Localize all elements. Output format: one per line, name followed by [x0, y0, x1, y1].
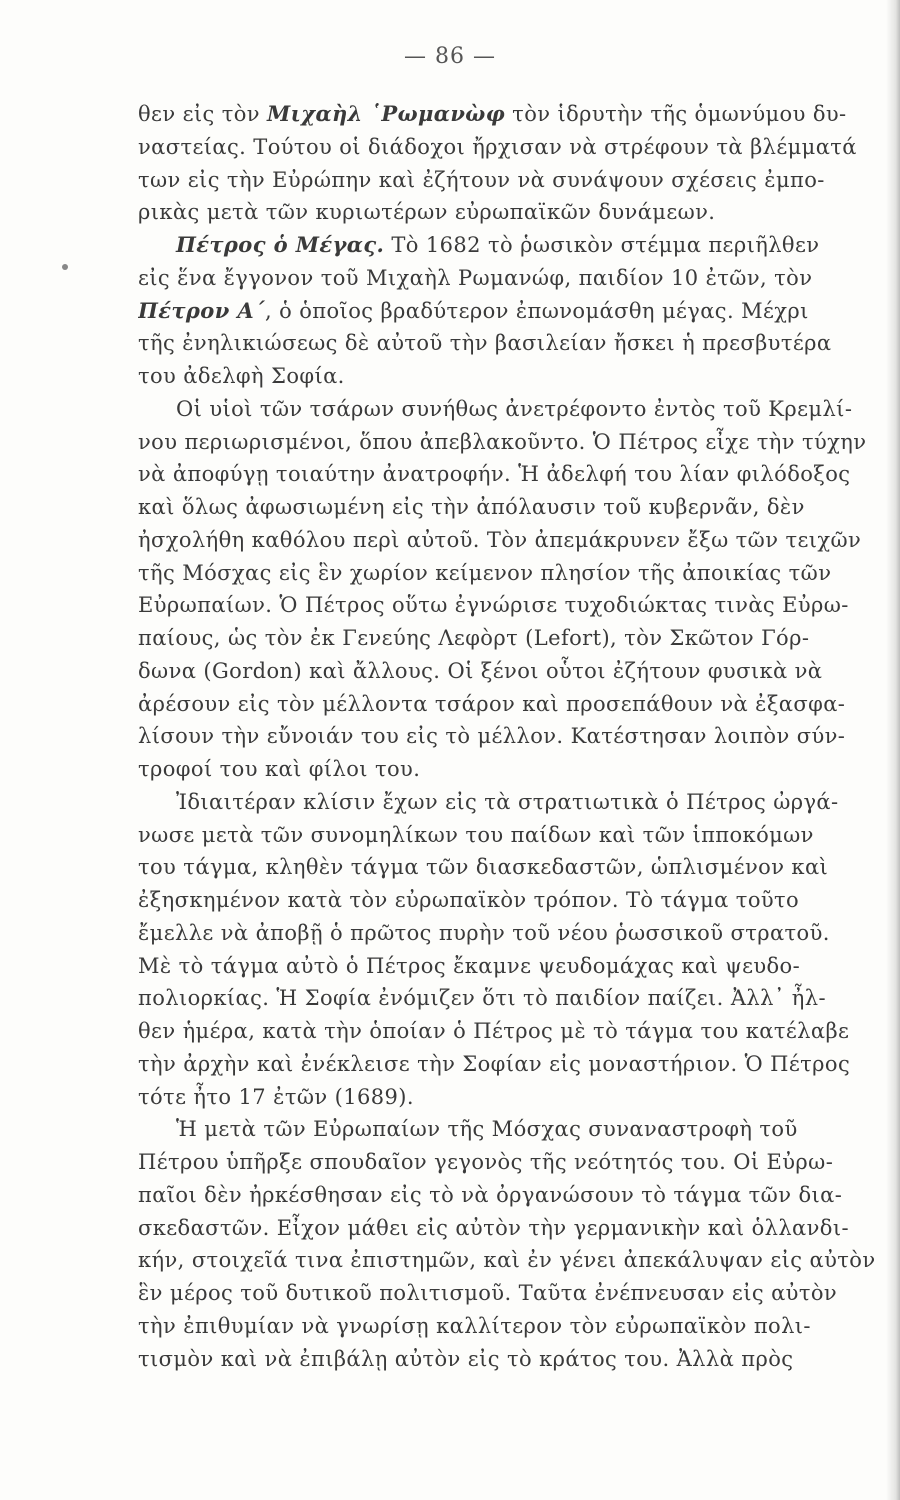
emphasized-text: Μιχαὴλ ῾Ρωμανὼφ [267, 101, 506, 126]
page-edge-shadow [886, 0, 900, 1500]
emphasized-text: Πέτρος ὁ Μέγας. [176, 232, 385, 257]
text-line [138, 753, 876, 786]
text-run: λίσουν τὴν εὔνοιάν του εἰς τὸ μέλλον. Κατέστησαν λοιπὸν σύν- [138, 724, 846, 749]
text-run: τὸν ἱδρυτὴν τῆς ὁμωνύμου δυ- [505, 102, 847, 126]
text-run: ἀρέσουν εἰς τὸν μέλλοντα τσάρον καὶ προσεπάθουν νὰ ἐξασφα- [138, 691, 846, 716]
text-run: ναστείας. Τούτου οἱ διάδοχοι ἤρχισαν νὰ στρέφουν τὰ βλέμματά [138, 134, 857, 159]
text-run: τῆς ἐνηλικιώσεως δὲ αὐτοῦ τὴν βασιλείαν ἤσκει ἡ πρεσβυτέρα [138, 331, 832, 356]
text-run: ρικὰς μετὰ τῶν κυριωτέρων εὐρωπαϊκῶν δυνάμεων. [138, 200, 716, 225]
text-run: ἠσχολήθη καθόλου περὶ αὐτοῦ. Τὸν ἀπεμάκρυνεν ἔξω τῶν τειχῶν [138, 527, 862, 552]
text-run: θεν ἡμέρα, κατὰ τὴν ὁποίαν ὁ Πέτρος μὲ τὸ τάγμα του κατέλαβε [138, 1019, 850, 1043]
text-line [138, 950, 876, 983]
text-run: νὰ ἀποφύγῃ τοιαύτην ἀνατροφήν. Ἡ ἀδελφή του λίαν φιλόδοξος [138, 462, 851, 487]
text-line [138, 491, 876, 524]
text-run: εἰς ἕνα ἔγγονον τοῦ Μιχαὴλ Ρωμανώφ, παιδίον 10 ἐτῶν, τὸν [138, 265, 813, 290]
text-run: πολιορκίας. Ἡ Σοφία ἐνόμιζεν ὅτι τὸ παιδίον παίζει. Ἀλλ᾽ ἦλ- [138, 986, 826, 1011]
text-run: τῆς Μόσχας εἰς ἓν χωρίον κείμενον πλησίον τῆς ἀποικίας τῶν [138, 560, 832, 585]
text-line [138, 360, 876, 393]
text-run: του ἀδελφὴ Σοφία. [138, 364, 345, 388]
text-line [138, 1310, 876, 1343]
text-run: παῖοι δὲν ἠρκέσθησαν εἰς τὸ νὰ ὀργανώσουν τὸ τάγμα τῶν δια- [138, 1182, 843, 1207]
text-run: Οἱ υἱοὶ τῶν τσάρων συνήθως ἀνετρέφοντο ἐντὸς τοῦ Κρεμλί- [176, 396, 853, 421]
text-line [138, 458, 876, 491]
text-run: ἔμελλε νὰ ἀποβῇ ὁ πρῶτος πυρὴν τοῦ νέου ῥωσσικοῦ στρατοῦ. [138, 920, 830, 945]
text-line [138, 295, 876, 328]
text-line [138, 196, 876, 229]
text-line [138, 1015, 876, 1048]
text-line [138, 327, 876, 360]
text-run: Πέτρου ὑπῆρξε σπουδαῖον γεγονὸς τῆς νεότητός του. Οἱ Εὐρω- [138, 1150, 834, 1174]
text-run: νου περιωρισμένοι, ὅπου ἀπεβλακοῦντο. Ὁ Πέτρος εἶχε τὴν τύχην [138, 429, 867, 454]
text-run: παίους, ὡς τὸν ἐκ Γενεύης Λεφὸρτ (Lefort), τὸν Σκῶτον Γόρ- [138, 626, 810, 650]
text-run: τὴν ἐπιθυμίαν νὰ γνωρίσῃ καλλίτερον τὸν εὐρωπαϊκὸν πολι- [138, 1313, 811, 1338]
text-line [138, 262, 876, 295]
text-run: τροφοί του καὶ φίλοι του. [138, 757, 421, 781]
text-line [138, 1244, 876, 1277]
text-line [138, 164, 876, 197]
text-run: κήν, στοιχεῖά τινα ἐπιστημῶν, καὶ ἐν γένει ἀπεκάλυψαν εἰς αὐτὸν [138, 1248, 876, 1273]
text-line [138, 557, 876, 590]
text-line [138, 622, 876, 655]
text-run: τὴν ἀρχὴν καὶ ἐνέκλεισε τὴν Σοφίαν εἰς μοναστήριον. Ὁ Πέτρος [138, 1051, 851, 1076]
text-run: ἓν μέρος τοῦ δυτικοῦ πολιτισμοῦ. Ταῦτα ἐνέπνευσαν εἰς αὐτὸν [138, 1281, 838, 1305]
text-line [138, 98, 876, 131]
page-number: — 86 — [404, 44, 496, 69]
text-run: τότε ἦτο 17 ἐτῶν (1689). [138, 1084, 414, 1109]
text-line [138, 1212, 876, 1245]
text-line [138, 393, 876, 426]
text-run: του τάγμα, κληθὲν τάγμα τῶν διασκεδαστῶν, ὡπλισμένον καὶ [138, 855, 829, 880]
text-run: δωνα (Gordon) καὶ ἄλλους. Οἱ ξένοι οὗτοι ἐζήτουν φυσικὰ νὰ [138, 658, 823, 683]
text-run: ἐξησκημένον κατὰ τὸν εὐρωπαϊκὸν τρόπον. Τὸ τάγμα τοῦτο [138, 888, 800, 912]
emphasized-text: Πέτρον Α΄ [138, 297, 265, 323]
text-run: νωσε μετὰ τῶν συνομηλίκων του παίδων καὶ τῶν ἱπποκόμων [138, 822, 814, 847]
text-run: τισμὸν καὶ νὰ ἐπιβάλῃ αὐτὸν εἰς τὸ κράτος του. Ἀλλὰ πρὸς [138, 1346, 794, 1371]
text-run: , ὁ ὁποῖος βραδύτερον ἐπωνομάσθη μέγας. Μέχρι [265, 298, 809, 323]
text-line [138, 851, 876, 884]
text-line [138, 688, 876, 721]
text-line [138, 819, 876, 852]
text-line [138, 982, 876, 1015]
text-line [138, 1146, 876, 1179]
text-line [138, 1081, 876, 1114]
text-run: των εἰς τὴν Εὐρώπην καὶ ἐζήτουν νὰ συνάψουν σχέσεις ἐμπο- [138, 167, 825, 192]
text-line [138, 655, 876, 688]
text-run: Ἡ μετὰ τῶν Εὐρωπαίων τῆς Μόσχας συναναστροφὴ τοῦ [176, 1117, 798, 1142]
text-line [138, 131, 876, 164]
text-line [138, 786, 876, 819]
body-text [138, 98, 876, 1375]
text-line [138, 1048, 876, 1081]
text-run: Τὸ 1682 τὸ ῥωσικὸν στέμμα περιῆλθεν [384, 233, 820, 257]
text-run: Ἰδιαιτέραν κλίσιν ἔχων εἰς τὰ στρατιωτικὰ ὁ Πέτρος ὠργά- [176, 789, 839, 814]
text-line [138, 1179, 876, 1212]
text-run: θεν εἰς τὸν [138, 102, 268, 126]
text-run: σκεδαστῶν. Εἶχον μάθει εἰς αὐτὸν τὴν γερμανικὴν καὶ ὁλλανδι- [138, 1215, 849, 1240]
text-line [138, 720, 876, 753]
text-line [138, 589, 876, 622]
text-line [138, 917, 876, 950]
text-line [138, 1343, 876, 1376]
margin-speck [62, 264, 68, 270]
text-run: Εὐρωπαίων. Ὁ Πέτρος οὕτω ἐγνώρισε τυχοδιώκτας τινὰς Εὐρω- [138, 593, 849, 618]
text-line [138, 884, 876, 917]
text-line [138, 1277, 876, 1310]
text-run: καὶ ὅλως ἀφωσιωμένη εἰς τὴν ἀπόλαυσιν τοῦ κυβερνᾶν, δὲν [138, 495, 805, 519]
text-line [138, 1113, 876, 1146]
text-line [138, 229, 876, 262]
text-line [138, 426, 876, 459]
text-run: Μὲ τὸ τάγμα αὐτὸ ὁ Πέτρος ἔκαμνε ψευδομάχας καὶ ψευδο- [138, 953, 801, 978]
text-line [138, 524, 876, 557]
